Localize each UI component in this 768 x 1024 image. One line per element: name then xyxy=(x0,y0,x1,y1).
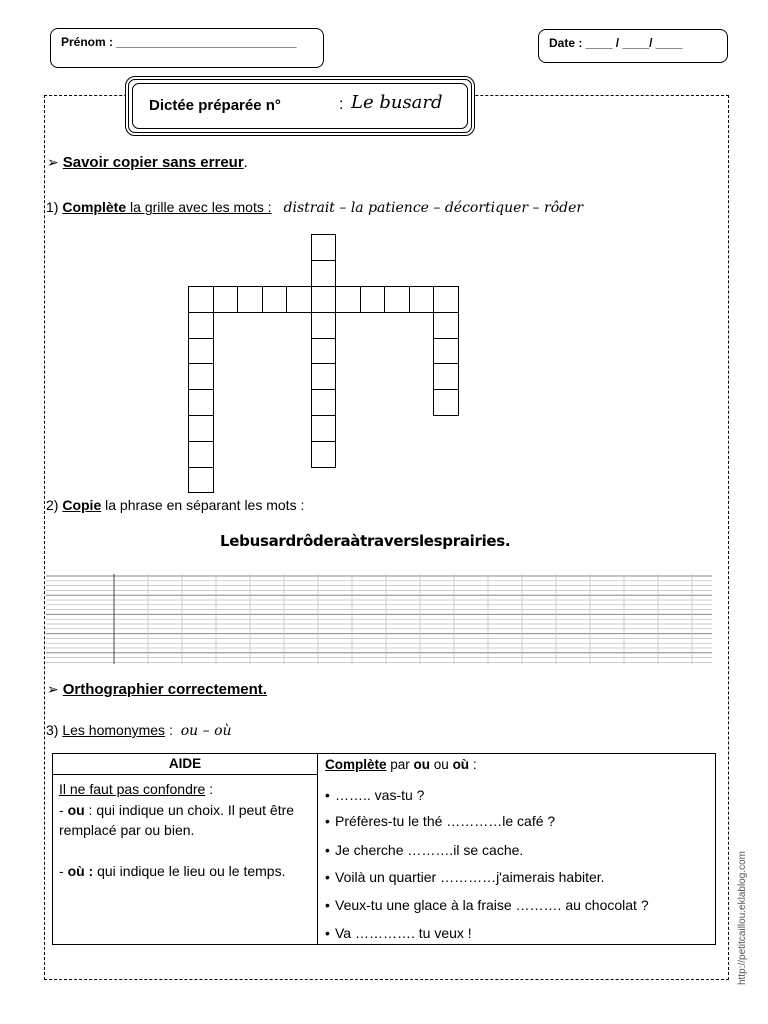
exercise-text: Veux-tu une glace à la fraise ………. au chocolat ? xyxy=(335,897,649,913)
bullet-icon: • xyxy=(325,813,330,829)
crossword-cell[interactable] xyxy=(188,363,214,390)
crossword-cell[interactable] xyxy=(188,415,214,442)
prenom-field[interactable] xyxy=(50,28,324,68)
crossword-cell[interactable] xyxy=(335,286,361,313)
crossword-cell[interactable] xyxy=(237,286,263,313)
prenom-label: Prénom : ___________________________ xyxy=(61,35,297,49)
title-box xyxy=(125,76,475,136)
ou-accent-word: où : xyxy=(67,862,94,879)
section-label: Orthographier correctement. xyxy=(62,681,267,698)
title-name: Le busard xyxy=(351,92,443,113)
ou-word: ou xyxy=(67,801,85,818)
question-text: la grille avec les mots : xyxy=(126,199,272,215)
exercise-text: Voilà un quartier …………j'aimerais habiter. xyxy=(335,869,605,885)
aide-ou-accent-rule: - où : qui indique le lieu ou le temps. xyxy=(59,862,286,879)
question-1 xyxy=(46,199,583,216)
aide-body xyxy=(59,779,311,881)
exercise-text: …….. vas-tu ? xyxy=(335,787,425,803)
title-label: Dictée préparée n° xyxy=(149,97,281,114)
seyes-writing-lines[interactable] xyxy=(46,574,712,664)
question-label: Les homonymes xyxy=(62,722,166,738)
crossword-cell[interactable] xyxy=(188,312,214,339)
bullet-icon: • xyxy=(325,897,330,913)
bullet-icon: • xyxy=(325,869,330,885)
question-verb: Complète xyxy=(62,199,127,215)
exercise-text: Va …………. tu veux ! xyxy=(335,925,472,941)
crossword-cell[interactable] xyxy=(311,260,337,287)
question-number: 1) xyxy=(46,199,59,215)
crossword-cell[interactable] xyxy=(311,338,337,365)
exercise-item[interactable] xyxy=(325,925,472,941)
crossword-cell[interactable] xyxy=(286,286,312,313)
crossword-cell[interactable] xyxy=(433,312,459,339)
question-verb: Copie xyxy=(62,497,102,513)
aide-header-separator xyxy=(53,774,317,775)
aide-ou-rule: - ou : qui indique un choix. Il peut être remplacé par ou bien. xyxy=(59,801,295,838)
crossword-cell[interactable] xyxy=(188,389,214,416)
crossword-cell[interactable] xyxy=(311,286,337,313)
exercise-item[interactable] xyxy=(325,869,605,885)
crossword-cell[interactable] xyxy=(433,389,459,416)
crossword-cell[interactable] xyxy=(433,363,459,390)
bullet-icon: • xyxy=(325,842,330,858)
exercise-item[interactable] xyxy=(325,897,649,913)
ou-accent-rule-text: qui indique le lieu ou le temps. xyxy=(93,862,286,879)
section-label: Savoir copier sans erreur xyxy=(62,154,244,171)
homonym-words: ou – où xyxy=(180,723,232,739)
question-text: la phrase en séparant les mots xyxy=(101,497,297,513)
arrow-bullet-icon: ➢ xyxy=(47,681,59,697)
question-colon: : xyxy=(165,722,173,738)
exercise-item[interactable] xyxy=(325,842,523,858)
question-3 xyxy=(46,722,232,739)
date-label: Date : ____ / ____/ ____ xyxy=(549,36,683,50)
complete-text-2: ou xyxy=(430,757,453,772)
question-2 xyxy=(46,497,304,513)
complete-verb: Complète xyxy=(325,757,387,772)
homonym-table xyxy=(52,753,716,945)
word-list: distrait – la patience – décortiquer – rôder xyxy=(283,200,584,216)
date-field[interactable] xyxy=(538,29,728,63)
title-colon: : xyxy=(339,96,344,113)
question-colon: : xyxy=(296,497,305,513)
source-url: http://petitcaillou.eklablog.com xyxy=(737,851,748,985)
crossword-cell[interactable] xyxy=(384,286,410,313)
complete-ou: ou xyxy=(413,757,431,772)
ou-rule-text: : qui indique un choix. Il peut être remplacé par ou bien. xyxy=(59,801,295,838)
exercise-text: Préfères-tu le thé …………le café ? xyxy=(335,813,556,829)
complete-text-1: par xyxy=(386,757,414,772)
crossword-cell[interactable] xyxy=(433,338,459,365)
crossword-cell[interactable] xyxy=(311,415,337,442)
crossword-cell[interactable] xyxy=(433,286,459,313)
crossword-cell[interactable] xyxy=(311,312,337,339)
section-suffix: . xyxy=(243,154,248,171)
bullet-icon: • xyxy=(325,925,330,941)
aide-intro-text: Il ne faut pas confondre xyxy=(59,781,206,797)
crossword-cell[interactable] xyxy=(311,389,337,416)
phrase-to-copy: Lebusardrôderaàtraverslesprairies. xyxy=(220,532,511,550)
complete-ou-accent: où xyxy=(452,757,470,772)
crossword-cell[interactable] xyxy=(360,286,386,313)
crossword-cell[interactable] xyxy=(311,363,337,390)
crossword-cell[interactable] xyxy=(311,441,337,468)
crossword-cell[interactable] xyxy=(262,286,288,313)
aide-header: AIDE xyxy=(168,756,202,771)
complete-text-3: : xyxy=(469,757,477,772)
table-divider xyxy=(317,754,318,944)
aide-intro-colon: : xyxy=(205,781,214,797)
crossword-cell[interactable] xyxy=(188,286,214,313)
aide-intro xyxy=(59,779,311,800)
section-heading-spelling xyxy=(47,681,267,698)
crossword-cell[interactable] xyxy=(188,441,214,468)
crossword-cell[interactable] xyxy=(188,338,214,365)
bullet-icon: • xyxy=(325,787,330,803)
crossword-cell[interactable] xyxy=(213,286,239,313)
question-number: 2) xyxy=(46,497,59,513)
complete-header xyxy=(325,757,477,772)
crossword-cell[interactable] xyxy=(188,467,214,494)
crossword-cell[interactable] xyxy=(409,286,435,313)
crossword-cell[interactable] xyxy=(311,234,337,261)
exercise-item[interactable] xyxy=(325,813,555,829)
exercise-text: Je cherche ……….il se cache. xyxy=(335,842,524,858)
question-number: 3) xyxy=(46,722,59,738)
exercise-item[interactable] xyxy=(325,787,424,803)
section-heading-copy xyxy=(47,154,248,171)
arrow-bullet-icon: ➢ xyxy=(47,154,59,170)
